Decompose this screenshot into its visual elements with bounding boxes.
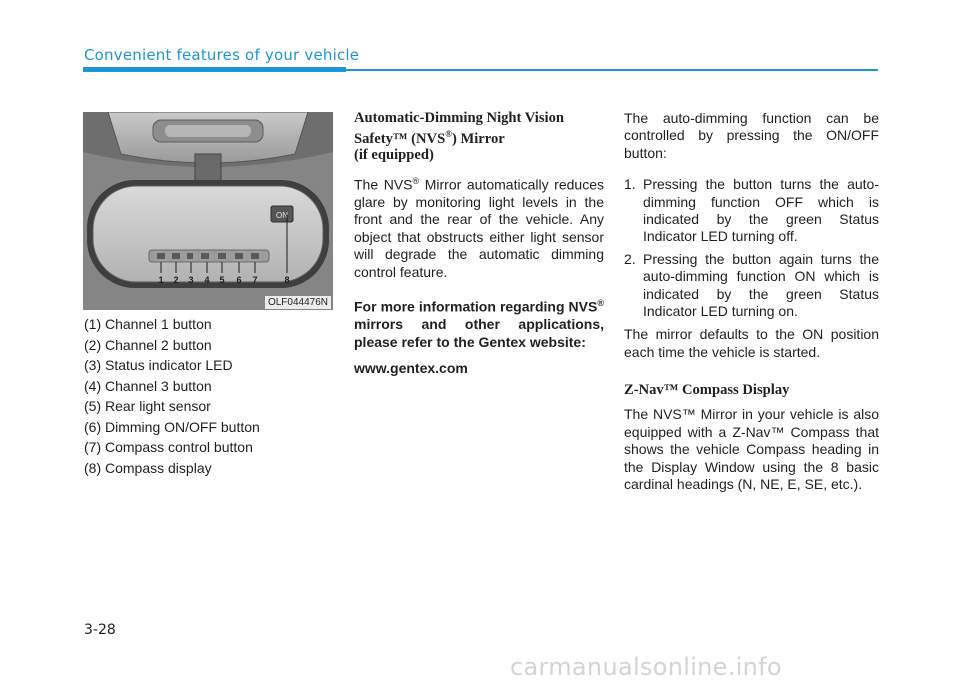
mirror-figure xyxy=(83,112,333,310)
nvs-heading xyxy=(354,110,604,163)
auto-dimming-section xyxy=(624,110,879,493)
auto-dimming-steps xyxy=(624,176,879,320)
legend-item: (7) Compass control button xyxy=(84,439,253,455)
gentex-info-text: For more information regarding NVS xyxy=(354,298,598,315)
compass-heading: Z-Nav™ Compass Display xyxy=(624,382,790,399)
header-rule-thick xyxy=(83,67,346,72)
header-rule-thin xyxy=(346,69,878,71)
nvs-heading-text: Safety™ (NVS xyxy=(354,131,446,147)
callout-4: 4 xyxy=(204,275,210,285)
legend-item: (8) Compass display xyxy=(84,459,212,476)
gentex-url: www.gentex.com xyxy=(354,359,468,376)
legend-item: (6) Dimming ON/OFF button xyxy=(84,418,260,435)
nvs-description-text: Mirror automatically reduces glare by monitoring light levels in the front and the rear of the vehicle. Any object that obstructs either light sensor will degrade the automatic dimming control feature. xyxy=(354,176,604,280)
legend-list xyxy=(84,314,260,478)
step-item xyxy=(624,176,879,246)
mirror-illustration xyxy=(83,112,333,310)
registered-mark: ® xyxy=(597,298,604,309)
watermark: carmanualsonline.info xyxy=(510,653,782,681)
section-title: Convenient features of your vehicle xyxy=(84,46,360,64)
step-number: 1. xyxy=(624,176,636,193)
step-number: 2. xyxy=(624,250,636,267)
default-note: The mirror defaults to the ON position each time the vehicle is started. xyxy=(624,326,879,360)
callout-1: 1 xyxy=(158,275,164,285)
legend-item: (3) Status indicator LED xyxy=(84,357,233,373)
callout-5: 5 xyxy=(219,275,225,285)
step-text: Pressing the button again turns the auto-dimming function ON which is indicated by the green Status Indicator LED turning on. xyxy=(643,250,879,320)
callout-2: 2 xyxy=(173,275,179,285)
nvs-heading-line1: Automatic-Dimming Night Vision xyxy=(354,110,564,126)
nvs-heading-line3: (if equipped) xyxy=(354,147,434,163)
step-text: Pressing the button turns the auto-dimming function OFF which is indicated by the green Status Indicator LED turning off. xyxy=(643,176,879,245)
legend-item: (4) Channel 3 button xyxy=(84,377,212,394)
compass-description: The NVS™ Mirror in your vehicle is also equipped with a Z-Nav™ Compass that shows the vehicle Compass heading in the Display Window using the 8 basic cardinal headings (N, NE, E, SE, etc.). xyxy=(624,406,879,492)
registered-mark: ® xyxy=(445,129,452,139)
callout-3: 3 xyxy=(188,275,194,285)
callout-6: 6 xyxy=(236,275,242,285)
nvs-heading-text: ) Mirror xyxy=(451,131,505,147)
legend-item: (5) Rear light sensor xyxy=(84,398,211,414)
indicator-label: ON xyxy=(276,211,288,220)
legend-item: (1) Channel 1 button xyxy=(84,316,212,332)
step-item xyxy=(624,251,879,321)
callout-7: 7 xyxy=(252,275,258,285)
registered-mark: ® xyxy=(412,176,420,186)
nvs-heading-line2 xyxy=(354,126,604,147)
gentex-info xyxy=(354,295,604,351)
gentex-info-text: mirrors and other applications, please refer to the Gentex website: xyxy=(354,316,604,350)
auto-dimming-intro: The auto-dimming function can be controlled by pressing the ON/OFF button: xyxy=(624,110,879,161)
legend-item: (2) Channel 2 button xyxy=(84,336,212,353)
callout-8: 8 xyxy=(284,275,290,285)
page-number: 3-28 xyxy=(84,622,116,638)
figure-code: OLF044476N xyxy=(265,296,331,309)
nvs-description-text: The NVS xyxy=(354,176,413,193)
nvs-mirror-section xyxy=(354,110,604,377)
nvs-description xyxy=(354,173,604,281)
